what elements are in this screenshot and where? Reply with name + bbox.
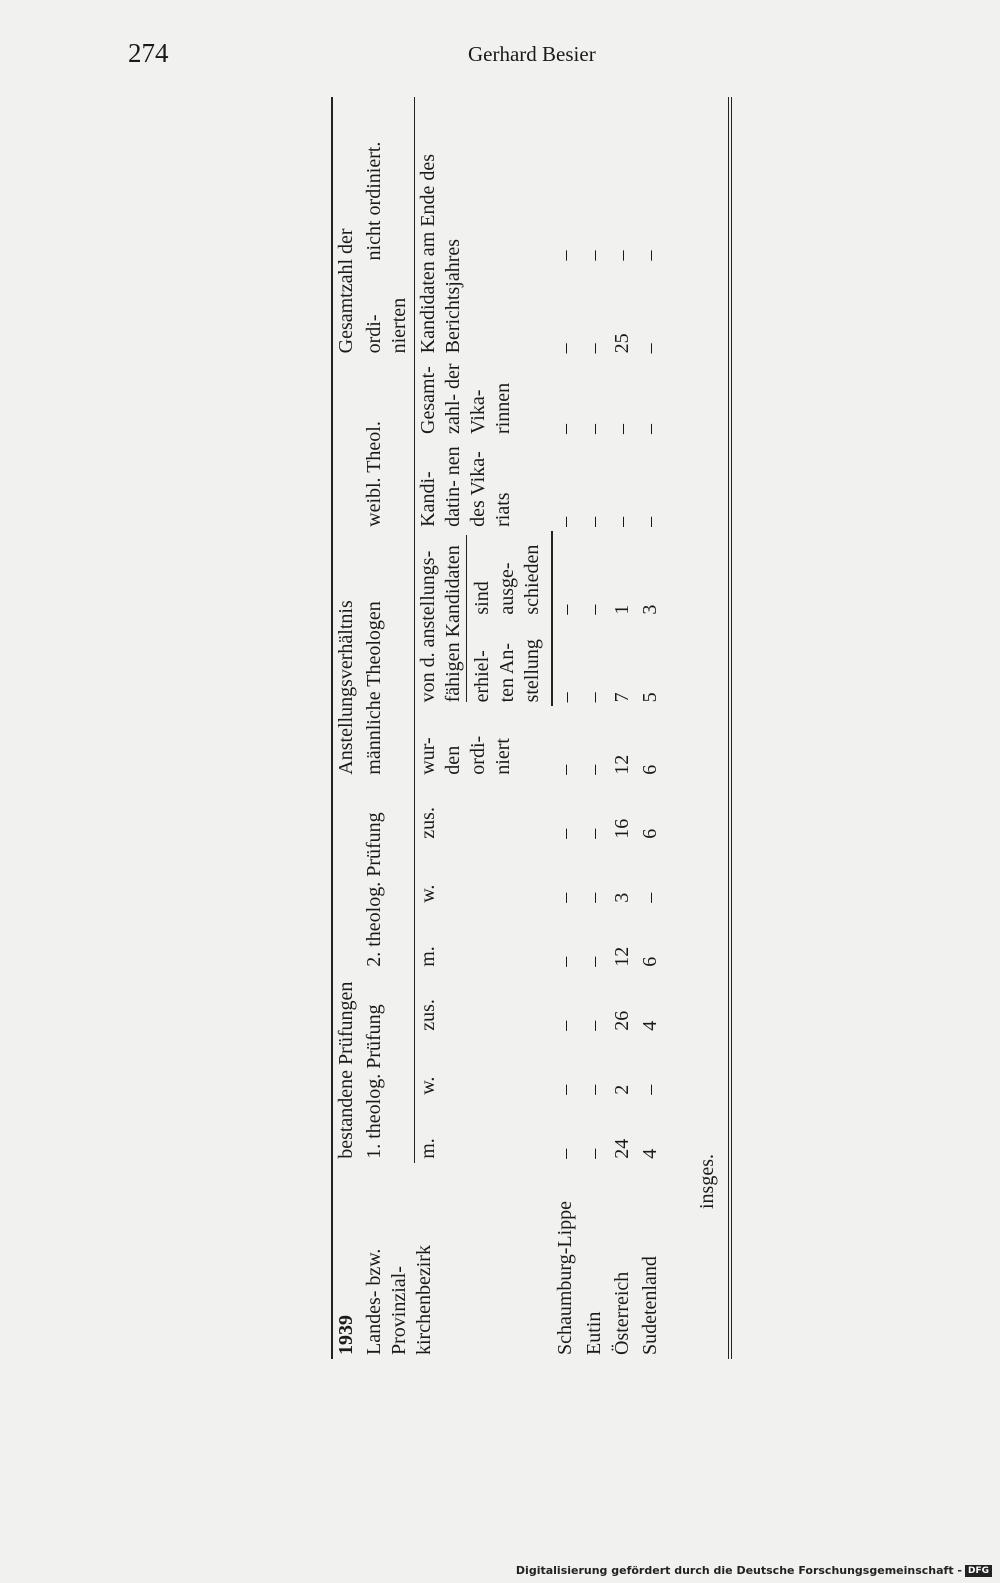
anstellung-header: Anstellungsverhältnis — [335, 600, 357, 775]
value-cell: – — [554, 423, 576, 434]
table-row — [637, 97, 665, 1359]
value-cell: – — [554, 1148, 576, 1159]
value-cell: 12 — [611, 946, 633, 967]
table-row — [552, 97, 581, 1359]
statistics-table-rotated — [331, 97, 761, 1359]
value-cell: – — [639, 892, 661, 903]
page-number: 274 — [128, 38, 169, 68]
region-column-header: Landes- bzw. Provinzial- kirchenbezirk — [363, 1245, 435, 1355]
value-cell: – — [555, 692, 577, 703]
value-cell: – — [583, 423, 605, 434]
weibliche-theologen-header: weibl. Theol. — [361, 357, 415, 531]
value-cell: 3 — [611, 892, 633, 903]
value-cell: – — [583, 1020, 605, 1031]
ordinierten-header: ordi- nierten — [361, 264, 415, 357]
second-exam-header: 2. theolog. Prüfung — [361, 779, 415, 971]
gesamtzahl-vikarinnen-header: Gesamt- zahl- der Vika- rinnen — [417, 363, 514, 434]
value-cell: – — [583, 1084, 605, 1095]
anstellungsfaehig-header — [415, 531, 470, 707]
value-cell: 16 — [611, 818, 633, 839]
value-cell: – — [555, 604, 577, 615]
table-row — [609, 97, 637, 1359]
region-name: Eutin — [583, 1311, 605, 1355]
value-cell: – — [554, 1020, 576, 1031]
value-cell: – — [639, 343, 661, 354]
digitization-footer — [516, 1564, 992, 1577]
footer-text: Digitalisierung gefördert durch die Deutsche Forschungsgemeinschaft - — [515, 1564, 962, 1577]
maennliche-theologen-header: männliche Theologen — [361, 531, 415, 779]
value-cell: 6 — [639, 764, 661, 775]
anstellungsfaehig-label: von d. anstellungs- fähigen Kandidaten — [416, 535, 467, 703]
region-name: Sudetenland — [639, 1256, 661, 1355]
kandidatinnen-header: Kandi- datin- nen des Vika- riats — [417, 446, 514, 527]
col-w-2: w. — [417, 884, 439, 903]
value-cell: – — [639, 516, 661, 527]
region-name: Schaumburg-Lippe — [554, 1200, 576, 1355]
value-cell: 24 — [611, 1138, 633, 1159]
total-row — [665, 97, 730, 1359]
first-exam-header: 1. theolog. Prüfung — [361, 971, 415, 1163]
value-cell: – — [554, 892, 576, 903]
value-cell: – — [611, 250, 633, 261]
col-m-2: m. — [417, 946, 439, 967]
value-cell: – — [583, 1148, 605, 1159]
value-cell: 12 — [611, 754, 633, 775]
value-cell: – — [583, 956, 605, 967]
total-label: insges. — [665, 97, 730, 1359]
ausgeschieden-header: sind ausge- schieden — [469, 531, 552, 619]
value-cell: – — [554, 828, 576, 839]
value-cell: – — [583, 828, 605, 839]
kandidaten-ende-header: Kandidaten am Ende des Berichtsjahres — [417, 154, 464, 354]
value-cell: – — [554, 250, 576, 261]
value-cell: 2 — [611, 1084, 633, 1095]
value-cell: 7 — [611, 692, 633, 703]
value-cell: – — [639, 250, 661, 261]
value-cell: 5 — [639, 692, 661, 703]
value-cell: 3 — [639, 604, 661, 615]
pruefungen-header: bestandene Prüfungen — [335, 981, 357, 1159]
value-cell: – — [583, 516, 605, 527]
value-cell: – — [554, 516, 576, 527]
value-cell: – — [554, 764, 576, 775]
value-cell: 4 — [639, 1148, 661, 1159]
col-m-1: m. — [417, 1138, 439, 1159]
value-cell: 6 — [639, 828, 661, 839]
value-cell: – — [611, 516, 633, 527]
col-zus-2: zus. — [417, 807, 439, 839]
value-cell: – — [583, 250, 605, 261]
value-cell: – — [583, 604, 605, 615]
nicht-ordiniert-header: nicht ordiniert. — [361, 97, 415, 264]
region-name: Österreich — [611, 1271, 633, 1355]
value-cell: – — [583, 892, 605, 903]
value-cell: – — [639, 423, 661, 434]
value-cell: – — [583, 343, 605, 354]
value-cell: – — [639, 1084, 661, 1095]
value-cell: – — [554, 956, 576, 967]
erhielten-anstellung-header: erhiel- ten An- stellung — [469, 619, 552, 707]
gesamtzahl-header: Gesamtzahl der — [335, 228, 357, 354]
statistics-table — [331, 97, 732, 1359]
value-cell: 6 — [639, 956, 661, 967]
year-header: 1939 — [335, 1315, 357, 1355]
value-cell: – — [554, 343, 576, 354]
value-cell: 1 — [611, 604, 633, 615]
value-cell: – — [554, 1084, 576, 1095]
value-cell: – — [583, 692, 605, 703]
dfg-logo: DFG — [965, 1565, 992, 1577]
col-zus-1: zus. — [417, 999, 439, 1031]
value-cell: – — [611, 423, 633, 434]
value-cell: – — [583, 764, 605, 775]
value-cell: 25 — [611, 333, 633, 354]
value-cell: 4 — [639, 1020, 661, 1031]
col-w-1: w. — [417, 1076, 439, 1095]
table-row — [581, 97, 609, 1359]
running-head: Gerhard Besier — [468, 42, 596, 66]
value-cell: 26 — [611, 1010, 633, 1031]
wurden-ordiniert-header: wur- den ordi- niert — [417, 735, 514, 775]
